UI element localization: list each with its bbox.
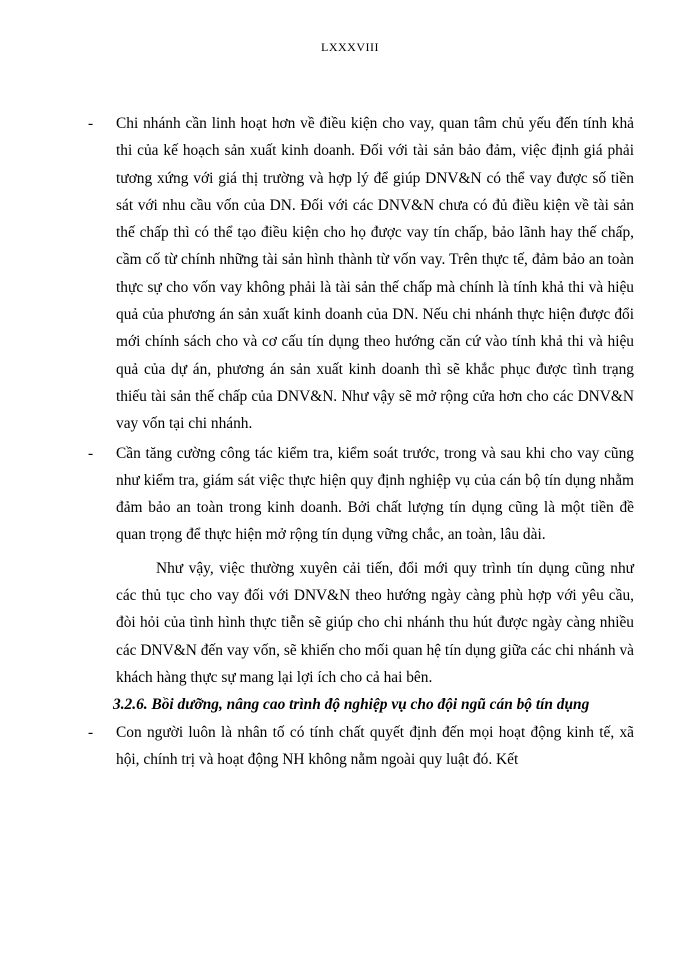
paragraph-bullet-2	[88, 440, 634, 549]
paragraph-bullet-3	[88, 719, 634, 774]
bullet-dash: -	[88, 444, 94, 462]
paragraph-text: Chi nhánh cần linh hoạt hơn về điều kiện cho vay, quan tâm chủ yếu đến tính khả thi của kế hoạch sản xuất kinh doanh. Đối với tài sản bảo đảm, việc định giá phải tương xứng với giá thị trường và hợp lý để giúp DNV&N có thể vay được số tiền sát với nhu cầu vốn của DN. Đối với các DNV&N chưa có đủ điều kiện về tài sản thế chấp thì có thể tạo điều kiện cho họ được vay tín chấp, bảo lãnh hay thế chấp, cầm cố từ chính những tài sản hình thành từ vốn vay. Trên thực tế, đảm bảo an toàn thực sự cho vốn vay không phải là tài sản thế chấp mà chính là tính khả thi và hiệu quả của phương án sản xuất kinh doanh của DN. Nếu chi nhánh thực hiện được đổi mới chính sách cho và cơ cấu tín dụng theo hướng căn cứ vào tính khả thi và hiệu quả của dự án, phương án sản xuất kinh doanh thì sẽ khắc phục được tình trạng thiếu tài sản thế chấp của DNV&N. Như vậy sẽ mở rộng cửa hơn cho các DNV&N vay vốn tại chi nhánh.	[116, 115, 634, 433]
bullet-dash: -	[88, 115, 94, 132]
paragraph-bullet-1	[88, 110, 634, 438]
page-number: LXXXVIII	[321, 40, 379, 54]
section-heading: 3.2.6. Bồi dưỡng, nâng cao trình độ nghiệp vụ cho đội ngũ cán bộ tín dụng	[113, 696, 590, 714]
paragraph-text: Cần tăng cường công tác kiểm tra, kiểm soát trước, trong và sau khi cho vay cũng như kiểm tra, giám sát việc thực hiện quy định nghiệp vụ của cán bộ tín dụng nhằm đảm bảo an toàn trong kinh doanh. Bởi chất lượng tín dụng cũng là một tiền đề quan trọng để thực hiện mở rộng tín dụng vững chắc, an toàn, lâu dài.	[116, 444, 634, 544]
document-body	[88, 110, 634, 773]
paragraph-text: Con người luôn là nhân tố có tính chất quyết định đến mọi hoạt động kinh tế, xã hội, chính trị và hoạt động NH không nằm ngoài quy luật đó. Kết	[116, 723, 634, 768]
paragraph-summary: Như vậy, việc thường xuyên cải tiến, đổi mới quy trình tín dụng cũng như các thủ tục cho vay đối với DNV&N theo hướng ngày càng phù hợp với yêu cầu, đòi hỏi của tình hình thực tiễn sẽ giúp cho chi nhánh thu hút được ngày càng nhiều các DNV&N đến vay vốn, sẽ khiến cho mối quan hệ tín dụng giữa các chi nhánh và khách hàng thực sự mang lại lợi ích cho cả hai bên.	[116, 559, 634, 686]
bullet-dash: -	[88, 723, 94, 741]
